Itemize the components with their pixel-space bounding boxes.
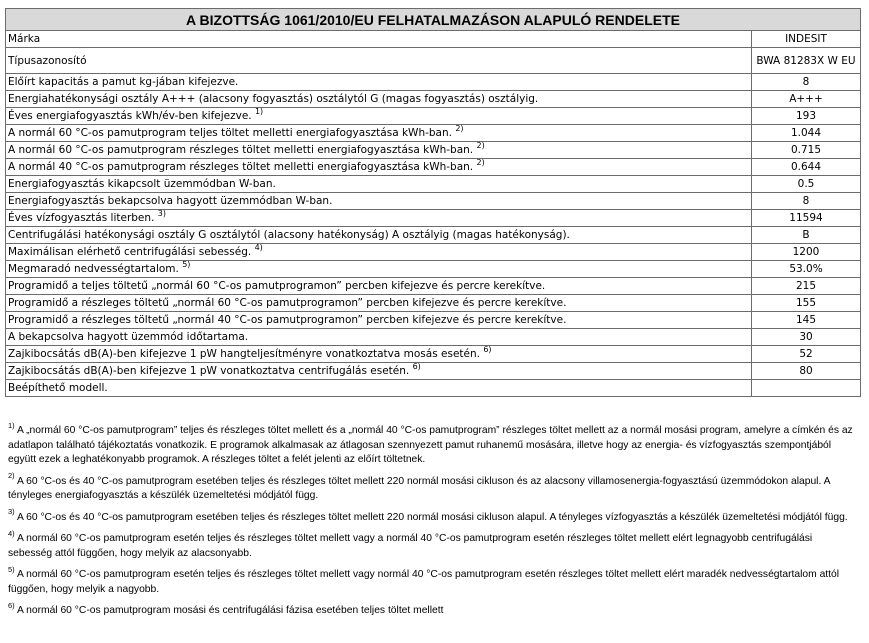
row-value — [752, 380, 861, 397]
table-row — [6, 312, 861, 329]
row-label-cell — [6, 31, 752, 48]
row-value: 155 — [752, 295, 861, 312]
row-label: Programidő a teljes töltetű „normál 60 °C-os pamutprogramon” percben kifejezve és percre kerekítve. — [8, 280, 546, 292]
row-value: A+++ — [752, 91, 861, 108]
table-row — [6, 74, 861, 91]
row-value: 30 — [752, 329, 861, 346]
table-row — [6, 48, 861, 74]
row-value: 193 — [752, 108, 861, 125]
row-label: Beépíthető modell. — [8, 382, 108, 394]
footnote-text: A 60 °C-os és 40 °C-os pamutprogram esetében teljes és részleges töltet mellett 220 normál mosási cikluson alapul. A tényleges vízfogyasztás a készülék üzemeltetési módjától függ. — [14, 511, 848, 523]
footnote — [8, 471, 858, 504]
row-label: Zajkibocsátás dB(A)-ben kifejezve 1 pW hangteljesítményre vonatkoztatva mosás esetén. — [8, 348, 480, 360]
footnote-marker: 6) — [8, 600, 15, 610]
row-value: 1200 — [752, 244, 861, 261]
row-label: Zajkibocsátás dB(A)-ben kifejezve 1 pW vonatkoztatva centrifugálás esetén. — [8, 365, 410, 377]
row-label-cell — [6, 278, 752, 295]
footnote — [8, 420, 858, 468]
footnote — [8, 600, 858, 619]
row-label-cell — [6, 363, 752, 380]
row-label-cell — [6, 210, 752, 227]
row-label-cell — [6, 108, 752, 125]
row-label-cell — [6, 159, 752, 176]
row-label: Energiahatékonysági osztály A+++ (alacsony fogyasztás) osztálytól G (magas fogyasztás) osztályig. — [8, 93, 539, 105]
row-label-cell — [6, 244, 752, 261]
table-row — [6, 91, 861, 108]
row-value: BWA 81283X W EU — [752, 48, 861, 74]
row-label-cell — [6, 346, 752, 363]
footnote — [8, 528, 858, 561]
row-label-cell — [6, 125, 752, 142]
row-label: Típusazonosító — [8, 54, 87, 67]
footnote-ref: 3) — [157, 208, 166, 218]
footnote-marker: 1) — [8, 420, 15, 430]
row-label: Centrifugálási hatékonysági osztály G osztálytól (alacsony hatékonyság) A osztályig (magas hatékonyság). — [8, 229, 570, 241]
row-label: Éves vízfogyasztás literben. — [8, 212, 155, 224]
row-label-cell — [6, 227, 752, 244]
table-row — [6, 108, 861, 125]
row-value: B — [752, 227, 861, 244]
row-label: A normál 40 °C-os pamutprogram részleges töltet melletti energiafogyasztása kWh-ban. — [8, 161, 474, 173]
table-row — [6, 31, 861, 48]
row-label-cell — [6, 74, 752, 91]
row-label: A normál 60 °C-os pamutprogram teljes töltet melletti energiafogyasztása kWh-ban. — [8, 127, 452, 139]
row-value: 0.715 — [752, 142, 861, 159]
table-row — [6, 363, 861, 380]
row-label-cell — [6, 329, 752, 346]
row-value: 0.644 — [752, 159, 861, 176]
row-label-cell — [6, 380, 752, 397]
table-row — [6, 142, 861, 159]
footnote — [8, 507, 858, 526]
row-value: 1.044 — [752, 125, 861, 142]
table-row — [6, 295, 861, 312]
footnote-text: A normál 60 °C-os pamutprogram mosási és centrifugálási fázisa esetében teljes töltet mellett — [14, 605, 444, 616]
footnote — [8, 564, 858, 597]
row-value: 0.5 — [752, 176, 861, 193]
footnote-ref: 4) — [254, 242, 263, 252]
row-label-cell — [6, 48, 752, 74]
row-value: 80 — [752, 363, 861, 380]
footnote-ref: 5) — [182, 259, 191, 269]
table-row — [6, 210, 861, 227]
footnote-marker: 4) — [8, 528, 15, 538]
row-value: 11594 — [752, 210, 861, 227]
row-value: 8 — [752, 193, 861, 210]
row-label-cell — [6, 142, 752, 159]
footnote-ref: 2) — [476, 140, 485, 150]
row-value: 53.0% — [752, 261, 861, 278]
row-value: 215 — [752, 278, 861, 295]
footnote-ref: 2) — [476, 157, 485, 167]
row-label-cell — [6, 295, 752, 312]
footnote-ref: 6) — [483, 344, 492, 354]
row-label: Márka — [8, 33, 41, 45]
footnote-marker: 5) — [8, 564, 15, 574]
product-data-table — [5, 8, 861, 397]
table-row — [6, 159, 861, 176]
table-row — [6, 193, 861, 210]
row-value: 52 — [752, 346, 861, 363]
footnote-marker: 3) — [8, 507, 15, 517]
row-value: 8 — [752, 74, 861, 91]
footnote-ref: 1) — [254, 106, 264, 116]
footnote-text: A „normál 60 °C-os pamutprogram” teljes és részleges töltet mellett és a „normál 40 °C-os pamutprogram” részleges töltet mellett az a normál mosási program, amelyre a címkén és az adatlapon található tájékoztatás vonatkozik. E programok alkalmasak az átlagosan szennyezett pamut ruhanemű mosására, illetve hogy az energia- és vízfogyasztás szempontjából együtt ezek a leghatékonyabb programok. A részleges töltet a felét jelenti az előírt töltetnek. — [8, 425, 853, 465]
row-label-cell — [6, 261, 752, 278]
table-row — [6, 346, 861, 363]
table-row — [6, 176, 861, 193]
table-row — [6, 329, 861, 346]
table-row — [6, 125, 861, 142]
footnote-text: A normál 60 °C-os pamutprogram esetén teljes és részleges töltet mellett vagy a normál 40 °C-os pamutprogram esetén részleges töltet mellett elért legnagyobb centrifugálási sebesség attól függően, hogy melyik az alacsonyabb. — [8, 533, 813, 559]
row-label-cell — [6, 312, 752, 329]
row-label: A normál 60 °C-os pamutprogram részleges töltet melletti energiafogyasztása kWh-ban. — [8, 144, 474, 156]
footnotes — [8, 420, 858, 626]
footnote-text: A normál 60 °C-os pamutprogram esetén teljes és részleges töltet mellett vagy normál 40 °C-os pamutprogram esetén részleges töltet mellett elért maradék nedvességtartalom attól függően, hogy melyik a nagyobb. — [8, 569, 840, 595]
row-label: Programidő a részleges töltetű „normál 60 °C-os pamutprogramon” percben kifejezve és percre kerekítve. — [8, 297, 567, 309]
row-label: Előírt kapacitás a pamut kg-jában kifejezve. — [8, 76, 239, 88]
footnote-text: A 60 °C-os és 40 °C-os pamutprogram esetében teljes és részleges töltet mellett 220 normál mosási cikluson és az alacsony villamosenergia-fogyasztású üzemmódokon alapul. A tényleges energiafogyasztás a készülék üzemeltetési módjától függ. — [8, 475, 830, 501]
table-row — [6, 261, 861, 278]
row-label: Energiafogyasztás kikapcsolt üzemmódban W-ban. — [8, 178, 276, 190]
row-label: A bekapcsolva hagyott üzemmód időtartama. — [8, 331, 249, 343]
row-label: Megmaradó nedvességtartalom. — [8, 263, 179, 275]
footnote-ref: 2) — [455, 123, 464, 133]
table-row — [6, 227, 861, 244]
row-label: Programidő a részleges töltetű „normál 40 °C-os pamutprogramon” percben kifejezve és percre kerekítve. — [8, 314, 567, 326]
row-label-cell — [6, 91, 752, 108]
row-label-cell — [6, 176, 752, 193]
row-label: Éves energiafogyasztás kWh/év-ben kifejezve. — [8, 110, 252, 122]
row-label: Maximálisan elérhető centrifugálási sebesség. — [8, 246, 252, 258]
table-title-row — [6, 9, 861, 31]
row-value: 145 — [752, 312, 861, 329]
row-value: INDESIT — [752, 31, 861, 48]
table-row — [6, 244, 861, 261]
footnote-marker: 2) — [8, 471, 15, 481]
table-row — [6, 278, 861, 295]
footnote-ref: 6) — [412, 361, 421, 371]
table-title: A BIZOTTSÁG 1061/2010/EU FELHATALMAZÁSON ALAPULÓ RENDELETE — [6, 9, 861, 31]
row-label-cell — [6, 193, 752, 210]
row-label: Energiafogyasztás bekapcsolva hagyott üzemmódban W-ban. — [8, 195, 333, 207]
table-row — [6, 380, 861, 397]
